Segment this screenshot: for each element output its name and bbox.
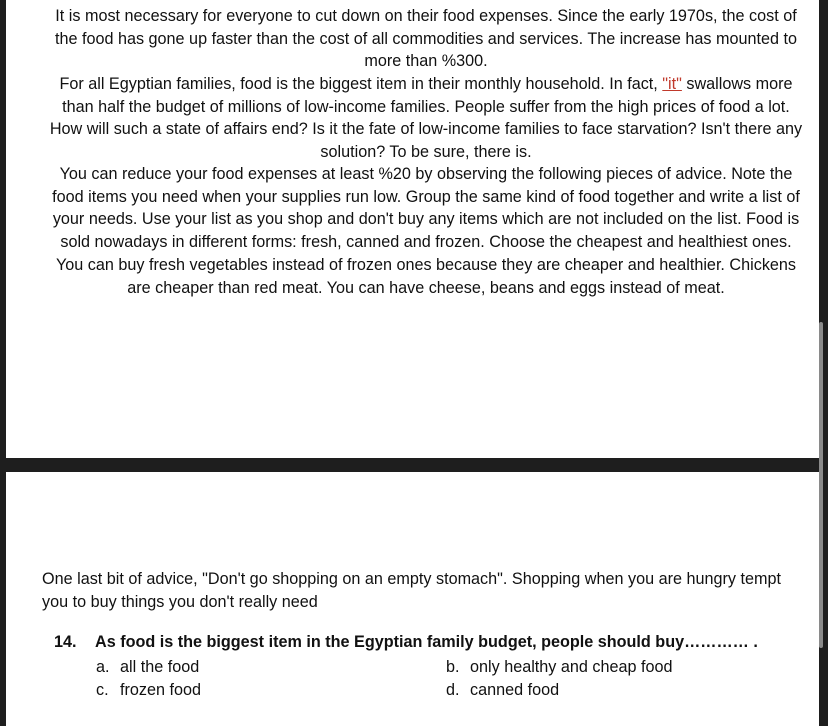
option-text: all the food xyxy=(120,658,200,676)
option-text: only healthy and cheap food xyxy=(470,658,673,676)
option-a xyxy=(96,658,199,677)
passage-paragraph-1: It is most necessary for everyone to cut down on their food expenses. Since the early 1970s, the cost of the food has gone up faster than the cost of all commodities and services. The increase has mounted to more than %300. xyxy=(54,7,798,71)
passage-paragraph-3: You can reduce your food expenses at least %20 by observing the following pieces of advice. Note the food items you need when your supplies run low. Group the same kind of food together and write a list of your needs. Use your list as you shop and don't buy any items which are not included on the list. Food is sold nowadays in different forms: fresh, canned and frozen. Choose the cheapest and healthiest ones. You can buy fresh vegetables instead of frozen ones because they are cheaper and healthier. Chickens are cheaper than red meat. You can have cheese, beans and eggs instead of meat. xyxy=(52,165,800,297)
vertical-scrollbar[interactable] xyxy=(819,322,823,648)
option-letter: d. xyxy=(446,681,460,699)
paragraph-2-text-start: For all Egyptian families, food is the biggest item in their monthly household. In fact, xyxy=(59,75,663,93)
document-page-1 xyxy=(6,0,819,458)
option-letter: c. xyxy=(96,681,109,699)
underlined-word-it: "it" xyxy=(662,75,682,93)
option-text: frozen food xyxy=(120,681,201,699)
option-letter: b. xyxy=(446,658,460,676)
option-letter: a. xyxy=(96,658,110,676)
question-number: 14. xyxy=(54,633,77,651)
question-text: As food is the biggest item in the Egyptian family budget, people should buy………… . xyxy=(95,633,758,651)
document-page-2 xyxy=(6,472,819,726)
question-14 xyxy=(54,633,814,652)
passage-paragraph-2 xyxy=(46,73,806,164)
option-text: canned food xyxy=(470,681,560,699)
paragraph-2-text-end: swallows more than half the budget of millions of low-income families. People suffer from the high prices of food a lot. How will such a state of affairs end? Is it the fate of low-income families to face starvation? Isn't there any solution? To be sure, there is. xyxy=(49,75,803,162)
option-b xyxy=(446,658,673,677)
passage-paragraph-4: One last bit of advice, "Don't go shopping on an empty stomach". Shopping when you are hungry tempt you to buy things you don't really need xyxy=(42,570,781,611)
option-d xyxy=(446,681,559,700)
option-c xyxy=(96,681,201,700)
